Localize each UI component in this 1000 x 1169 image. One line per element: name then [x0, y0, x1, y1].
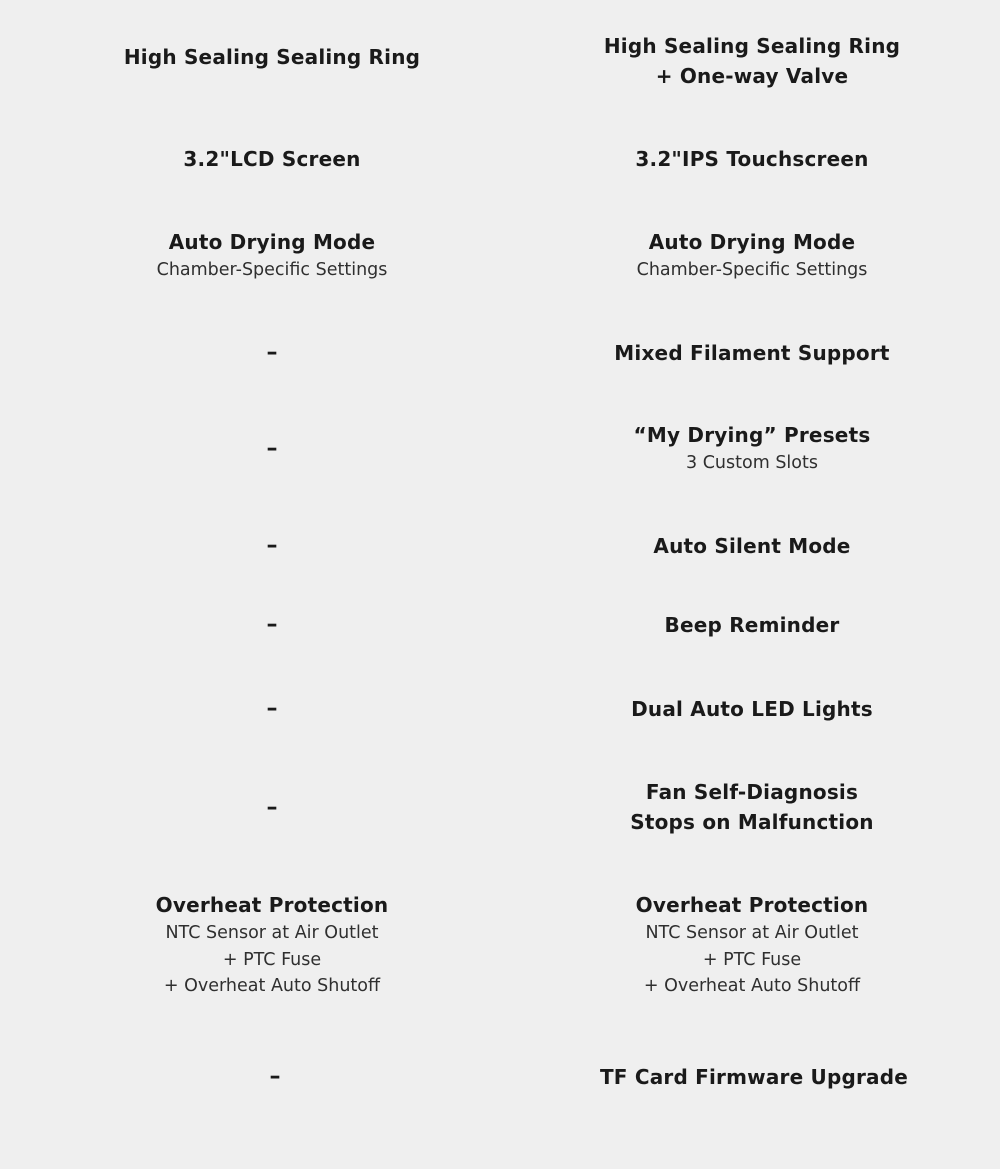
feature-detail: 3 Custom Slots — [686, 453, 818, 473]
feature-title: Overheat Protection — [635, 893, 869, 917]
feature-title: Auto Drying Mode — [648, 230, 856, 254]
not-available-dash: – — [266, 696, 278, 721]
left-cell — [32, 144, 512, 174]
right-cell — [512, 531, 992, 561]
feature-title: 3.2"IPS Touchscreen — [635, 147, 869, 171]
left-cell — [32, 531, 512, 561]
right-cell — [512, 144, 992, 174]
left-cell — [32, 338, 512, 368]
left-cell — [32, 890, 512, 1000]
not-available-dash: – — [266, 340, 278, 365]
feature-title: High Sealing Sealing Ring + One-way Valve — [603, 34, 901, 88]
not-available-dash: – — [266, 612, 278, 637]
left-cell — [32, 42, 512, 72]
feature-title: 3.2"LCD Screen — [183, 147, 361, 171]
right-cell — [512, 610, 992, 640]
not-available-dash: – — [266, 533, 278, 558]
feature-title: Dual Auto LED Lights — [631, 697, 873, 721]
left-cell — [35, 1062, 515, 1092]
left-cell — [32, 610, 512, 640]
right-cell — [512, 420, 992, 477]
right-cell — [512, 777, 992, 837]
feature-title: High Sealing Sealing Ring — [123, 45, 421, 69]
not-available-dash: – — [266, 436, 278, 461]
right-cell — [514, 1062, 994, 1092]
right-cell — [512, 890, 992, 1000]
right-cell — [512, 31, 992, 91]
feature-detail: Chamber-Specific Settings — [636, 260, 868, 280]
left-cell — [32, 434, 512, 464]
left-cell — [32, 793, 512, 823]
feature-title: Auto Silent Mode — [653, 534, 851, 558]
feature-detail: NTC Sensor at Air Outlet + PTC Fuse + Overheat Auto Shutoff — [643, 923, 861, 996]
left-cell — [32, 694, 512, 724]
right-cell — [512, 227, 992, 284]
feature-title: “My Drying” Presets — [633, 423, 871, 447]
feature-title: Auto Drying Mode — [168, 230, 376, 254]
feature-title: Fan Self-Diagnosis Stops on Malfunction — [630, 780, 874, 834]
feature-title: Beep Reminder — [664, 613, 840, 637]
feature-detail: Chamber-Specific Settings — [156, 260, 388, 280]
feature-title: TF Card Firmware Upgrade — [599, 1065, 909, 1089]
right-cell — [512, 694, 992, 724]
feature-detail: NTC Sensor at Air Outlet + PTC Fuse + Overheat Auto Shutoff — [163, 923, 381, 996]
right-cell — [512, 338, 992, 368]
not-available-dash: – — [269, 1064, 281, 1089]
feature-title: Overheat Protection — [155, 893, 389, 917]
feature-title: Mixed Filament Support — [614, 341, 890, 365]
left-cell — [32, 227, 512, 284]
not-available-dash: – — [266, 795, 278, 820]
